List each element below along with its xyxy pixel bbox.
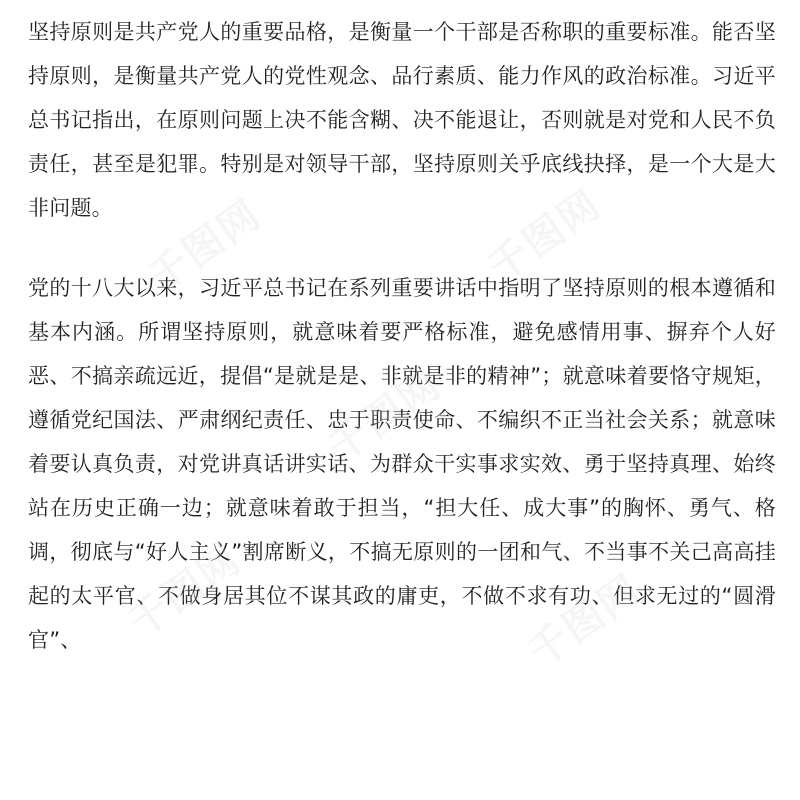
article-body [28,0,776,662]
watermark-logo: 千图网 [320,361,450,472]
paragraph-1: 坚持原则是共产党人的重要品格，是衡量一个干部是否称职的重要标准。能否坚持原则，是衡量共产党人的党性观念、品行素质、能力作风的政治标准。习近平总书记指出，在原则问题上决不能含糊、决不能退让，否则就是对党和人民不负责任，甚至是犯罪。特别是对领导干部，坚持原则关乎底线抉择，是一个大是大非问题。 [28,20,776,220]
watermark-logo: 千图网 [480,181,610,292]
watermark-logo: 千图网 [520,566,650,677]
watermark-logo: 千图网 [140,191,270,302]
paragraph-2: 党的十八大以来，习近平总书记在系列重要讲话中指明了坚持原则的根本遵循和基本内涵。所谓坚持原则，就意味着要严格标准，避免感情用事、摒弃个人好恶、不搞亲疏远近，提倡“是就是是、非就是非的精神”；就意味着要恪守规矩，遵循党纪国法、严肃纲纪责任、忠于职责使命、不编织不正当社会关系；就意味着要认真负责，对党讲真话讲实话、为群众干实事求实效、勇于坚持真理、始终站在历史正确一边；就意味着敢于担当，“担大任、成大事”的胸怀、勇气、格调，彻底与“好人主义”割席断义，不搞无原则的一团和气、不当事不关己高高挂起的太平官、不做身居其位不谋其政的庸吏，不做不求有功、但求无过的“圆滑官”、 [28,276,776,652]
watermark-logo: 千图网 [120,536,250,647]
